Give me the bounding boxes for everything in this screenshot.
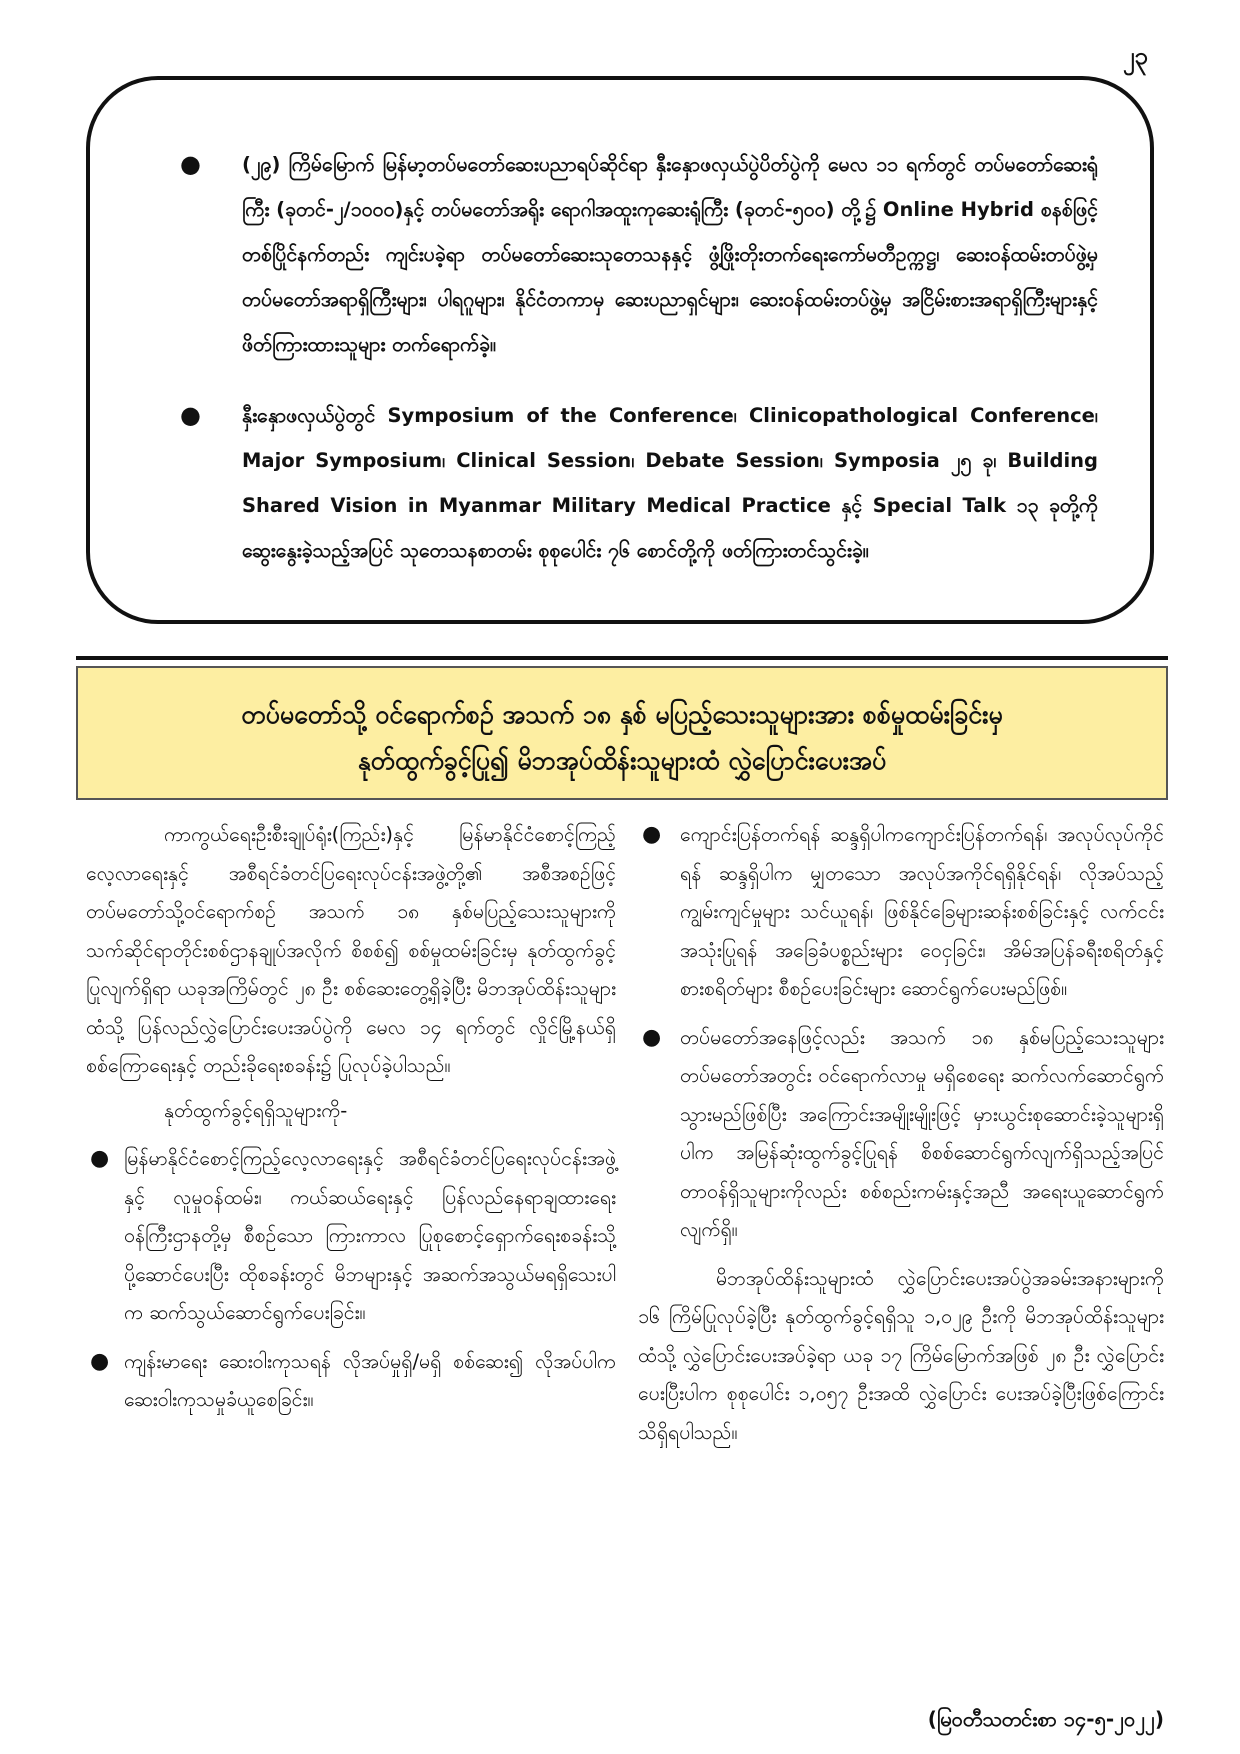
highlight-item (150, 393, 1098, 573)
intro-paragraph: ကာကွယ်ရေးဦးစီးချုပ်ရုံး(ကြည်း)နှင့် မြန်မာနိုင်ငံစောင့်ကြည့်လေ့လာရေးနှင့် အစီရင်ခံတင်ပြရေးလုပ်ငန်းအဖွဲ့တို့၏ အစီအစဉ်ဖြင့် တပ်မတော်သို့ဝင်ရောက်စဉ် အသက် ၁၈ နှစ်မပြည့်သေးသူများကို သက်ဆိုင်ရာတိုင်းစစ်ဌာနချုပ်အလိုက် စိစစ်၍ စစ်မှုထမ်းခြင်းမှ နုတ်ထွက်ခွင့်ပြုလျက်ရှိရာ ယခုအကြိမ်တွင် ၂၈ ဦး စစ်ဆေးတွေ့ရှိခဲ့ပြီး မိဘအုပ်ထိန်းသူများထံသို့ ပြန်လည်လွှဲပြောင်းပေးအပ်ပွဲကို မေလ ၁၄ ရက်တွင် လှိုင်မြို့နယ်ရှိ စစ်ကြောရေးနှင့် တည်းခိုရေးစခန်း၌ ပြုလုပ်ခဲ့ပါသည်။ (86, 823, 616, 1077)
list-subhead: နုတ်ထွက်ခွင့်ရရှိသူများကို- (164, 1098, 348, 1122)
bullet-icon: ● (180, 401, 201, 429)
source-citation: (မြဝတီသတင်းစာ ၁၄-၅-၂၀၂၂) (927, 1707, 1164, 1731)
bullet-icon: ● (90, 1348, 110, 1374)
list-item (86, 1343, 616, 1420)
list-item-text: ကျောင်းပြန်တက်ရန် ဆန္ဒရှိပါကကျောင်းပြန်တက်ရန်၊ အလုပ်လုပ်ကိုင်ရန် ဆန္ဒရှိပါက မျှတသော အလုပ်အကိုင်ရရှိနိုင်ရန်၊ လိုအပ်သည့်ကျွမ်းကျင်မှုများ သင်ယူရန်၊ ဖြစ်နိုင်ခြေများဆန်းစစ်ခြင်းနှင့် လက်ငင်းအသုံးပြုရန် အခြေခံပစ္စည်းများ ဝေငှခြင်း၊ အိမ်အပြန်ခရီးစရိတ်နှင့် စားစရိတ်များ စီစဉ်ပေးခြင်းများ ဆောင်ရွက်ပေးမည်ဖြစ်။ (680, 823, 1164, 1000)
highlight-box (86, 76, 1154, 624)
list-item (638, 816, 1164, 1009)
bullet-icon: ● (642, 1024, 662, 1050)
list-item-text: မြန်မာနိုင်ငံစောင့်ကြည့်လေ့လာရေးနှင့် အစီရင်ခံတင်ပြရေးလုပ်ငန်းအဖွဲ့နှင့် လူမှုဝန်ထမ်း၊ ကယ်ဆယ်ရေးနှင့် ပြန်လည်နေရာချထားရေးဝန်ကြီးဌာနတို့မှ စီစဉ်သော ကြားကာလ ပြုစုစောင့်ရှောက်ရေးစခန်းသို့ ပို့ဆောင်ပေးပြီး ထိုစခန်းတွင် မိဘများနှင့် အဆက်အသွယ်မရရှိသေးပါက ဆက်သွယ်ဆောင်ရွက်ပေးခြင်း။ (124, 1147, 616, 1324)
bullet-icon: ● (642, 822, 662, 847)
highlight-item-text: (၂၉) ကြိမ်မြောက် မြန်မာ့တပ်မတော်ဆေးပညာရပ်ဆိုင်ရာ နှီးနှောဖလှယ်ပွဲပိတ်ပွဲကို မေလ ၁၁ ရက်တွင် တပ်မတော်ဆေးရုံကြီး (ခုတင်-၂/၁၀၀၀)နှင့် တပ်မတော်အရိုး ရောဂါအထူးကုဆေးရုံကြီး (ခုတင်-၅၀၀) တို့၌ Online Hybrid စနစ်ဖြင့် တစ်ပြိုင်နက်တည်း ကျင်းပခဲ့ရာ တပ်မတော်ဆေးသုတေသနနှင့် ဖွံ့ဖြိုးတိုးတက်ရေးကော်မတီဥက္ကဋ္ဌ၊ ဆေးဝန်ထမ်းတပ်ဖွဲ့မှ တပ်မတော်အရာရှိကြီးများ၊ ပါရဂူများ၊ နိုင်ငံတကာမှ ဆေးပညာရှင်များ၊ ဆေးဝန်ထမ်းတပ်ဖွဲ့မှ အငြိမ်းစားအရာရှိကြီးများနှင့် ဖိတ်ကြားထားသူများ တက်ရောက်ခဲ့။ (242, 153, 1098, 356)
headline-line-2: နုတ်ထွက်ခွင့်ပြု၍ မိဘအုပ်ထိန်းသူများထံ လွှဲပြောင်းပေးအပ် (357, 746, 887, 775)
page-number: ၂၃ (1122, 42, 1148, 70)
headline-line-1: တပ်မတော်သို့ ဝင်ရောက်စဉ် အသက် ၁၈ နှစ် မပြည့်သေးသူများအား စစ်မှုထမ်းခြင်းမှ (241, 700, 1003, 729)
list-item-text: ကျန်းမာရေး ဆေးဝါးကုသရန် လိုအပ်မှုရှိ/မရှိ စစ်ဆေး၍ လိုအပ်ပါက ဆေးဝါးကုသမှုခံယူစေခြင်း။ (124, 1349, 616, 1411)
list-item (86, 1140, 616, 1333)
left-column (86, 816, 616, 1430)
section-divider (76, 656, 1168, 660)
closing-paragraph: မိဘအုပ်ထိန်းသူများထံ လွှဲပြောင်းပေးအပ်ပွဲအခမ်းအနားများကို ၁၆ ကြိမ်ပြုလုပ်ခဲ့ပြီး နုတ်ထွက်ခွင့်ရရှိသူ ၁,၀၂၉ ဦးကို မိဘအုပ်ထိန်းသူများထံသို့ လွှဲပြောင်းပေးအပ်ခဲ့ရာ ယခု ၁၇ ကြိမ်မြောက်အဖြစ် ၂၈ ဦး လွှဲပြောင်းပေးပြီးပါက စုစုပေါင်း ၁,၀၅၇ ဦးအထိ လွှဲပြောင်း ပေးအပ်ခဲ့ပြီးဖြစ်ကြောင်း သိရှိရပါသည်။ (638, 1266, 1164, 1444)
highlight-item (150, 142, 1098, 367)
list-item-text: တပ်မတော်အနေဖြင့်လည်း အသက် ၁၈ နှစ်မပြည့်သေးသူများ တပ်မတော်အတွင်း ဝင်ရောက်လာမှု မရှိစေရေး ဆက်လက်ဆောင်ရွက်သွားမည်ဖြစ်ပြီး အကြောင်းအမျိုးမျိုးဖြင့် မှားယွင်းစုဆောင်းခဲ့သူများရှိပါက အမြန်ဆုံးထွက်ခွင့်ပြုရန် စိစစ်ဆောင်ရွက်လျက်ရှိသည့်အပြင် တာဝန်ရှိသူများကိုလည်း စစ်စည်းကမ်းနှင့်အညီ အရေးယူဆောင်ရွက်လျက်ရှိ။ (680, 1025, 1164, 1241)
bullet-icon: ● (90, 1146, 110, 1171)
right-column (638, 816, 1164, 1452)
highlight-item-text: နှီးနှောဖလှယ်ပွဲတွင် Symposium of the Conference၊ Clinicopathological Conference၊ Major Symposium၊ Clinical Session၊ Debate Session၊ Symposia ၂၅ ခု၊ Building Shared Vision in Myanmar Military Medical Practice နှင့် Special Talk ၁၃ ခုတို့ကို ဆွေးနွေးခဲ့သည့်အပြင် သုတေသနစာတမ်း စုစုပေါင်း ၇၆ စောင်တို့ကို ဖတ်ကြားတင်သွင်းခဲ့။ (242, 404, 1098, 562)
article-headline-banner (76, 666, 1168, 800)
bullet-icon: ● (180, 150, 201, 178)
list-item (638, 1019, 1164, 1250)
